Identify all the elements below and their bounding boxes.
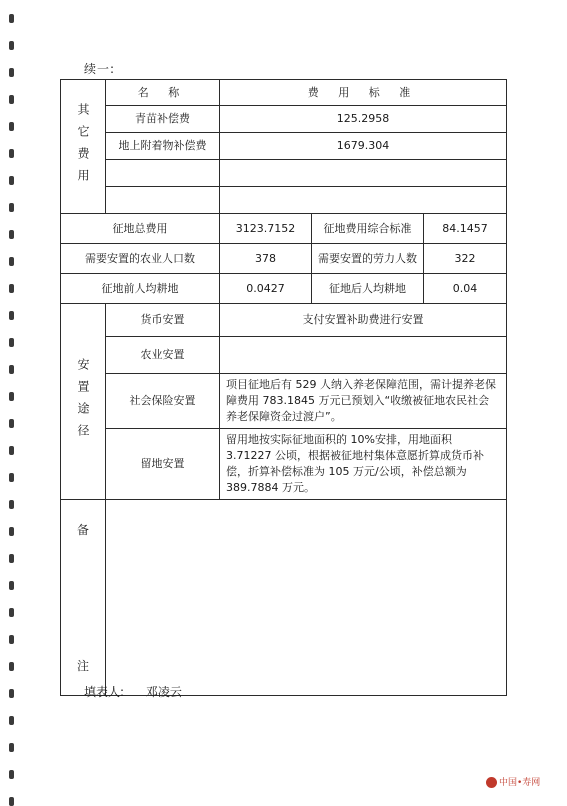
resettlement-row	[61, 337, 507, 374]
summary-label: 征地费用综合标准	[312, 214, 424, 244]
header-name: 名 称	[106, 80, 220, 106]
resettlement-content: 支付安置补助费进行安置	[220, 304, 507, 337]
table-row	[61, 106, 507, 133]
filler-name: 邓凌云	[145, 685, 182, 699]
cost-value: 125.2958	[220, 106, 507, 133]
remarks-row	[61, 500, 507, 696]
summary-label: 需要安置的农业人口数	[61, 244, 220, 274]
cost-name: 青苗补偿费	[106, 106, 220, 133]
table-row	[61, 160, 507, 187]
resettlement-content: 项目征地后有 529 人纳入养老保障范围，需计提养老保障费用 783.1845 万元已预划入“收缴被征地农民社会养老保障资金过渡户”。	[220, 374, 507, 429]
binding-hole	[9, 68, 14, 77]
resettlement-name: 农业安置	[106, 337, 220, 374]
binding-hole	[9, 446, 14, 455]
resettlement-row	[61, 429, 507, 500]
cost-name	[106, 160, 220, 187]
summary-value: 3123.7152	[220, 214, 312, 244]
cost-value: 1679.304	[220, 133, 507, 160]
cost-name	[106, 187, 220, 214]
summary-label: 征地后人均耕地	[312, 274, 424, 304]
binding-hole	[9, 176, 14, 185]
resettlement-row	[61, 374, 507, 429]
summary-value: 84.1457	[424, 214, 507, 244]
binding-hole	[9, 473, 14, 482]
resettlement-content	[220, 337, 507, 374]
binding-hole	[9, 716, 14, 725]
binding-hole	[9, 149, 14, 158]
summary-row	[61, 214, 507, 244]
summary-label: 需要安置的劳力人数	[312, 244, 424, 274]
summary-row	[61, 244, 507, 274]
binding-holes	[3, 0, 21, 800]
binding-hole	[9, 257, 14, 266]
filler-line	[84, 683, 200, 700]
remarks-label	[61, 500, 106, 696]
land-acquisition-form	[60, 79, 507, 696]
continuation-label: 续一:	[84, 62, 116, 76]
binding-hole	[9, 419, 14, 428]
binding-hole	[9, 770, 14, 779]
resettlement-group-label: 安置途径	[61, 304, 106, 500]
remarks-content	[106, 500, 507, 696]
binding-hole	[9, 554, 14, 563]
binding-hole	[9, 230, 14, 239]
summary-value: 0.0427	[220, 274, 312, 304]
binding-hole	[9, 203, 14, 212]
binding-hole	[9, 95, 14, 104]
binding-hole	[9, 338, 14, 347]
summary-value: 322	[424, 244, 507, 274]
remarks-label-bottom: 注	[76, 658, 89, 673]
binding-hole	[9, 311, 14, 320]
summary-row	[61, 274, 507, 304]
binding-hole	[9, 581, 14, 590]
cost-value	[220, 187, 507, 214]
binding-hole	[9, 797, 14, 806]
binding-hole	[9, 635, 14, 644]
watermark	[486, 775, 540, 788]
resettlement-name: 货币安置	[106, 304, 220, 337]
resettlement-row	[61, 304, 507, 337]
binding-hole	[9, 662, 14, 671]
header-standard: 费 用 标 准	[220, 80, 507, 106]
cost-name: 地上附着物补偿费	[106, 133, 220, 160]
filler-label: 填表人:	[84, 685, 125, 699]
cost-value	[220, 160, 507, 187]
remarks-label-top: 备	[76, 522, 89, 537]
binding-hole	[9, 122, 14, 131]
resettlement-name: 留地安置	[106, 429, 220, 500]
summary-label: 征地总费用	[61, 214, 220, 244]
summary-value: 0.04	[424, 274, 507, 304]
summary-value: 378	[220, 244, 312, 274]
binding-hole	[9, 14, 14, 23]
binding-hole	[9, 608, 14, 617]
table-row	[61, 187, 507, 214]
binding-hole	[9, 500, 14, 509]
other-costs-group-label: 其它费用	[61, 80, 106, 214]
binding-hole	[9, 284, 14, 293]
binding-hole	[9, 365, 14, 374]
resettlement-content: 留用地按实际征地面积的 10%安排，用地面积 3.71227 公顷，根据被征地村集体意愿折算成货币补偿，折算补偿标准为 105 万元/公顷，补偿总额为 389.7884 万元。	[220, 429, 507, 500]
binding-hole	[9, 392, 14, 401]
table-row	[61, 133, 507, 160]
watermark-text: 中国•寿网	[499, 778, 541, 788]
summary-label: 征地前人均耕地	[61, 274, 220, 304]
binding-hole	[9, 527, 14, 536]
resettlement-name: 社会保险安置	[106, 374, 220, 429]
binding-hole	[9, 743, 14, 752]
seal-icon	[486, 777, 497, 788]
binding-hole	[9, 41, 14, 50]
binding-hole	[9, 689, 14, 698]
